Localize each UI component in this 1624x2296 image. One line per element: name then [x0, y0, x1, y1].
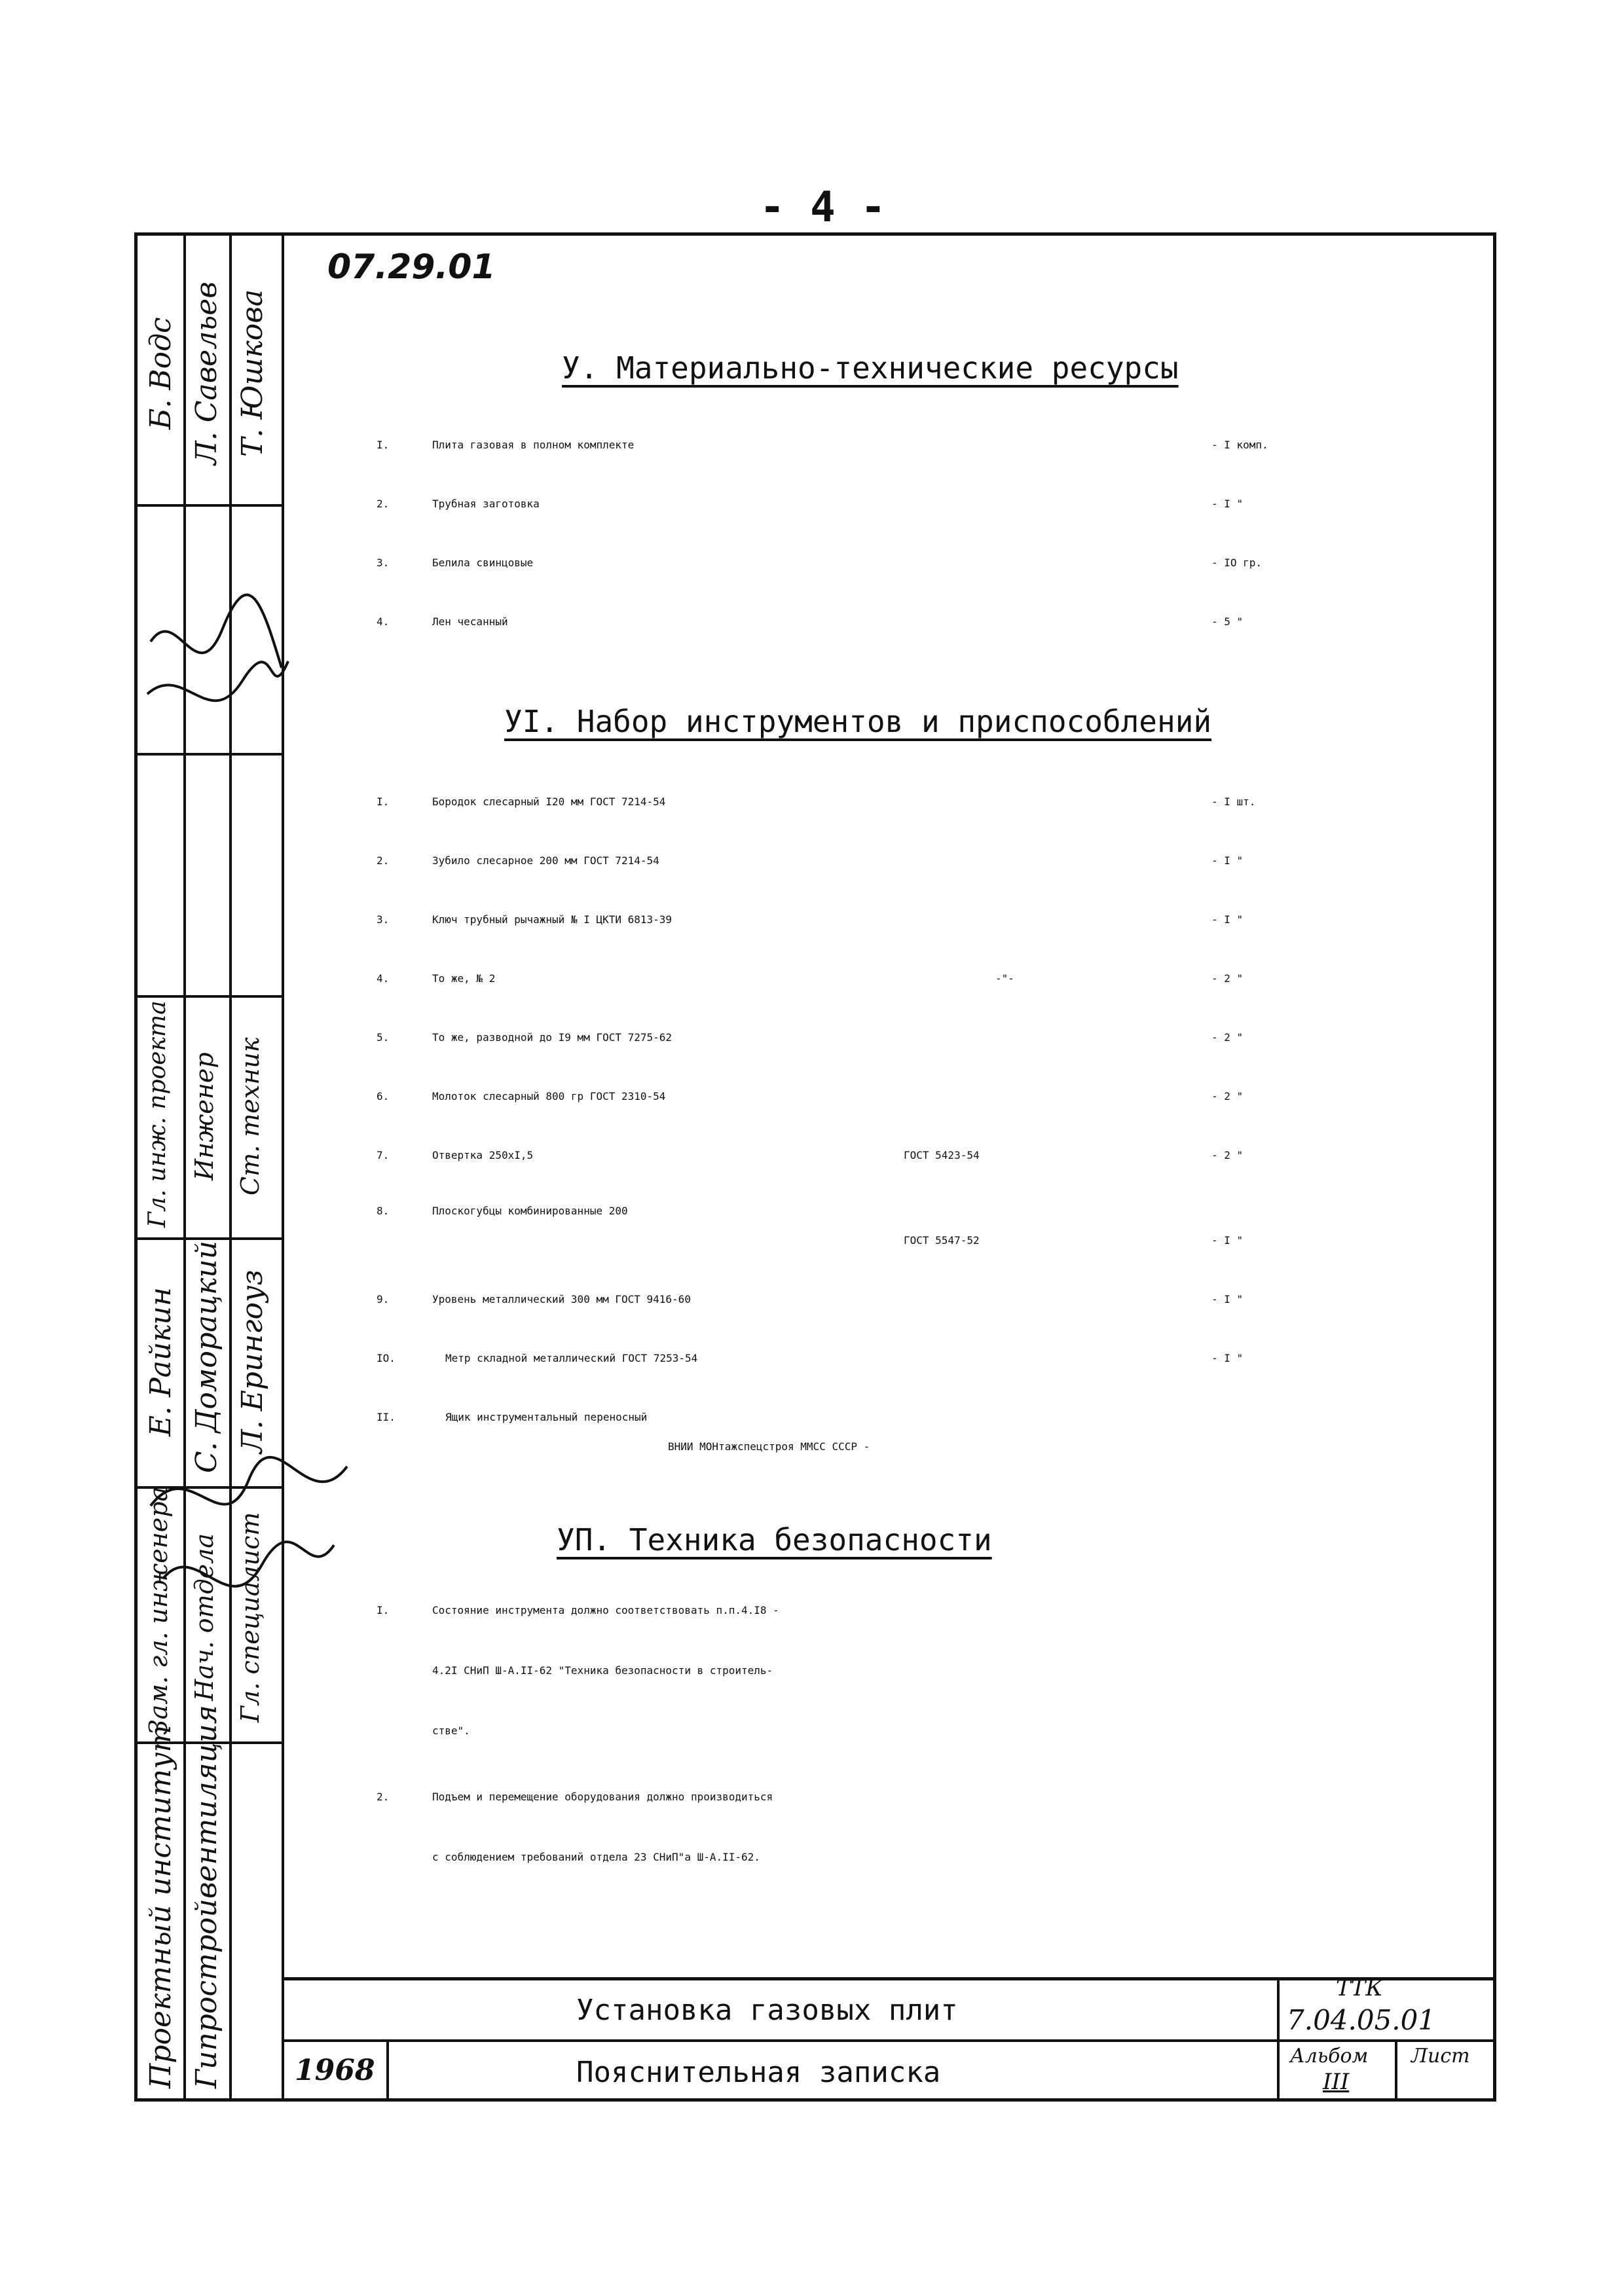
title-block-divider: [1395, 2042, 1397, 2102]
stamp-name: Т. Юшкова: [236, 289, 269, 458]
ttk-code: 7.04.05.01: [1287, 2004, 1436, 2036]
document-code: 07.29.01: [327, 247, 496, 287]
title-block: [282, 1977, 1493, 2102]
title-block-divider: [1277, 1980, 1280, 2102]
stamp-label: Гл. специалист: [236, 1512, 265, 1722]
album-label: Альбом: [1290, 2045, 1369, 2068]
signature-strokes: [138, 236, 360, 1741]
stamp-label: Зам. гл. инженера: [144, 1486, 173, 1735]
stamp-name: Л. Ерингоуз: [236, 1269, 269, 1454]
section-heading: УI. Набор инструментов и приспособлений: [504, 704, 1212, 739]
stamp-label: Гл. инж. проекта: [144, 1000, 171, 1228]
album-number: III: [1323, 2069, 1350, 2095]
section-heading: УП. Техника безопасности: [557, 1522, 992, 1558]
title-block-divider: [386, 2042, 389, 2102]
stamp-label: Нач. отдела: [190, 1533, 219, 1701]
stamp-label: Гипростройвентиляция: [190, 1705, 223, 2088]
stamp-name: Л. Савельев: [190, 282, 223, 465]
stamp-label: Инженер: [190, 1052, 219, 1180]
section-heading: У. Материально-технические ресурсы: [562, 350, 1179, 386]
sheet-label: Лист: [1411, 2045, 1470, 2068]
ttk-label: ТТК: [1336, 1975, 1383, 2001]
document-subtitle: Пояснительная записка: [576, 2056, 941, 2089]
stamp-name: С. Доморацкий: [190, 1241, 223, 1473]
document-title: Установка газовых плит: [576, 1994, 958, 2027]
stamp-name: Е. Райкин: [144, 1287, 177, 1436]
stamp-label: Проектный институт: [144, 1724, 177, 2088]
stamp-label: Ст. техник: [236, 1037, 265, 1195]
document-year: 1968: [295, 2054, 375, 2087]
stamp-name: Б. Водс: [144, 317, 177, 429]
page-number: - 4 -: [760, 183, 886, 232]
title-block-divider: [282, 2039, 1493, 2042]
document-frame: Проектный институт Гипростройвентиляция Зам. гл. инженера Нач. отдела Гл. специалист Гл. инж. проекта Инженер Ст. техник Б. Водс Л. Савельев Т. Юшкова Е. Райкин С. Доморацкий Л. Ерингоуз 07.29.01 У. Материально-технические ресурсы I. Плита газовая в полном комплекте - I комп. 2. Трубная заготовка - I " 3. Белила свинцовые - IO гр. 4. Лен чесанный - 5 " УI. Набор инструментов и приспособлений I. Бородок слесарный I20 мм ГОСТ 7214-54 - I шт. 2. Зубило слесарное 200 мм ГОСТ 7214-54 - I " 3. Ключ трубный рычажный № I ЦКТИ 6813-39 - I " 4. То же, № 2 -"- - 2 " 5. То же, разводной до I9 мм ГОСТ 7275-62 - 2 " 6. Молоток слесарный 800 гр ГОСТ 2310-54 - 2 " 7. Отвертка 250xI,5 ГОСТ 5423-54 - 2 " 8. Плоскогубцы комбинированные 200 ГОСТ 5547-52 - I " 9. Уровень металлический 300 мм ГОСТ 9416-60 - I " IO. Метр складной металлический ГОСТ 7253-54 - I " II. Ящик инструментальный переносный ВНИИ МОНтажспецстроя ММСС СССР - УП. Техника безопасности I. Состояние инструмента должно соответствовать п.п.4.I8 - 4.2I СНиП Ш-А.II-62 "Техника безопасности в строитель- стве". 2. Подъем и перемещение оборудования должно производиться с соблюдением требований отдела 23 СНиП"а Ш-А.II-62. Установка газовых плит Пояснительная записка 1968 ТТК 7.04.05.01 Альбом III Лист: [134, 232, 1496, 2102]
